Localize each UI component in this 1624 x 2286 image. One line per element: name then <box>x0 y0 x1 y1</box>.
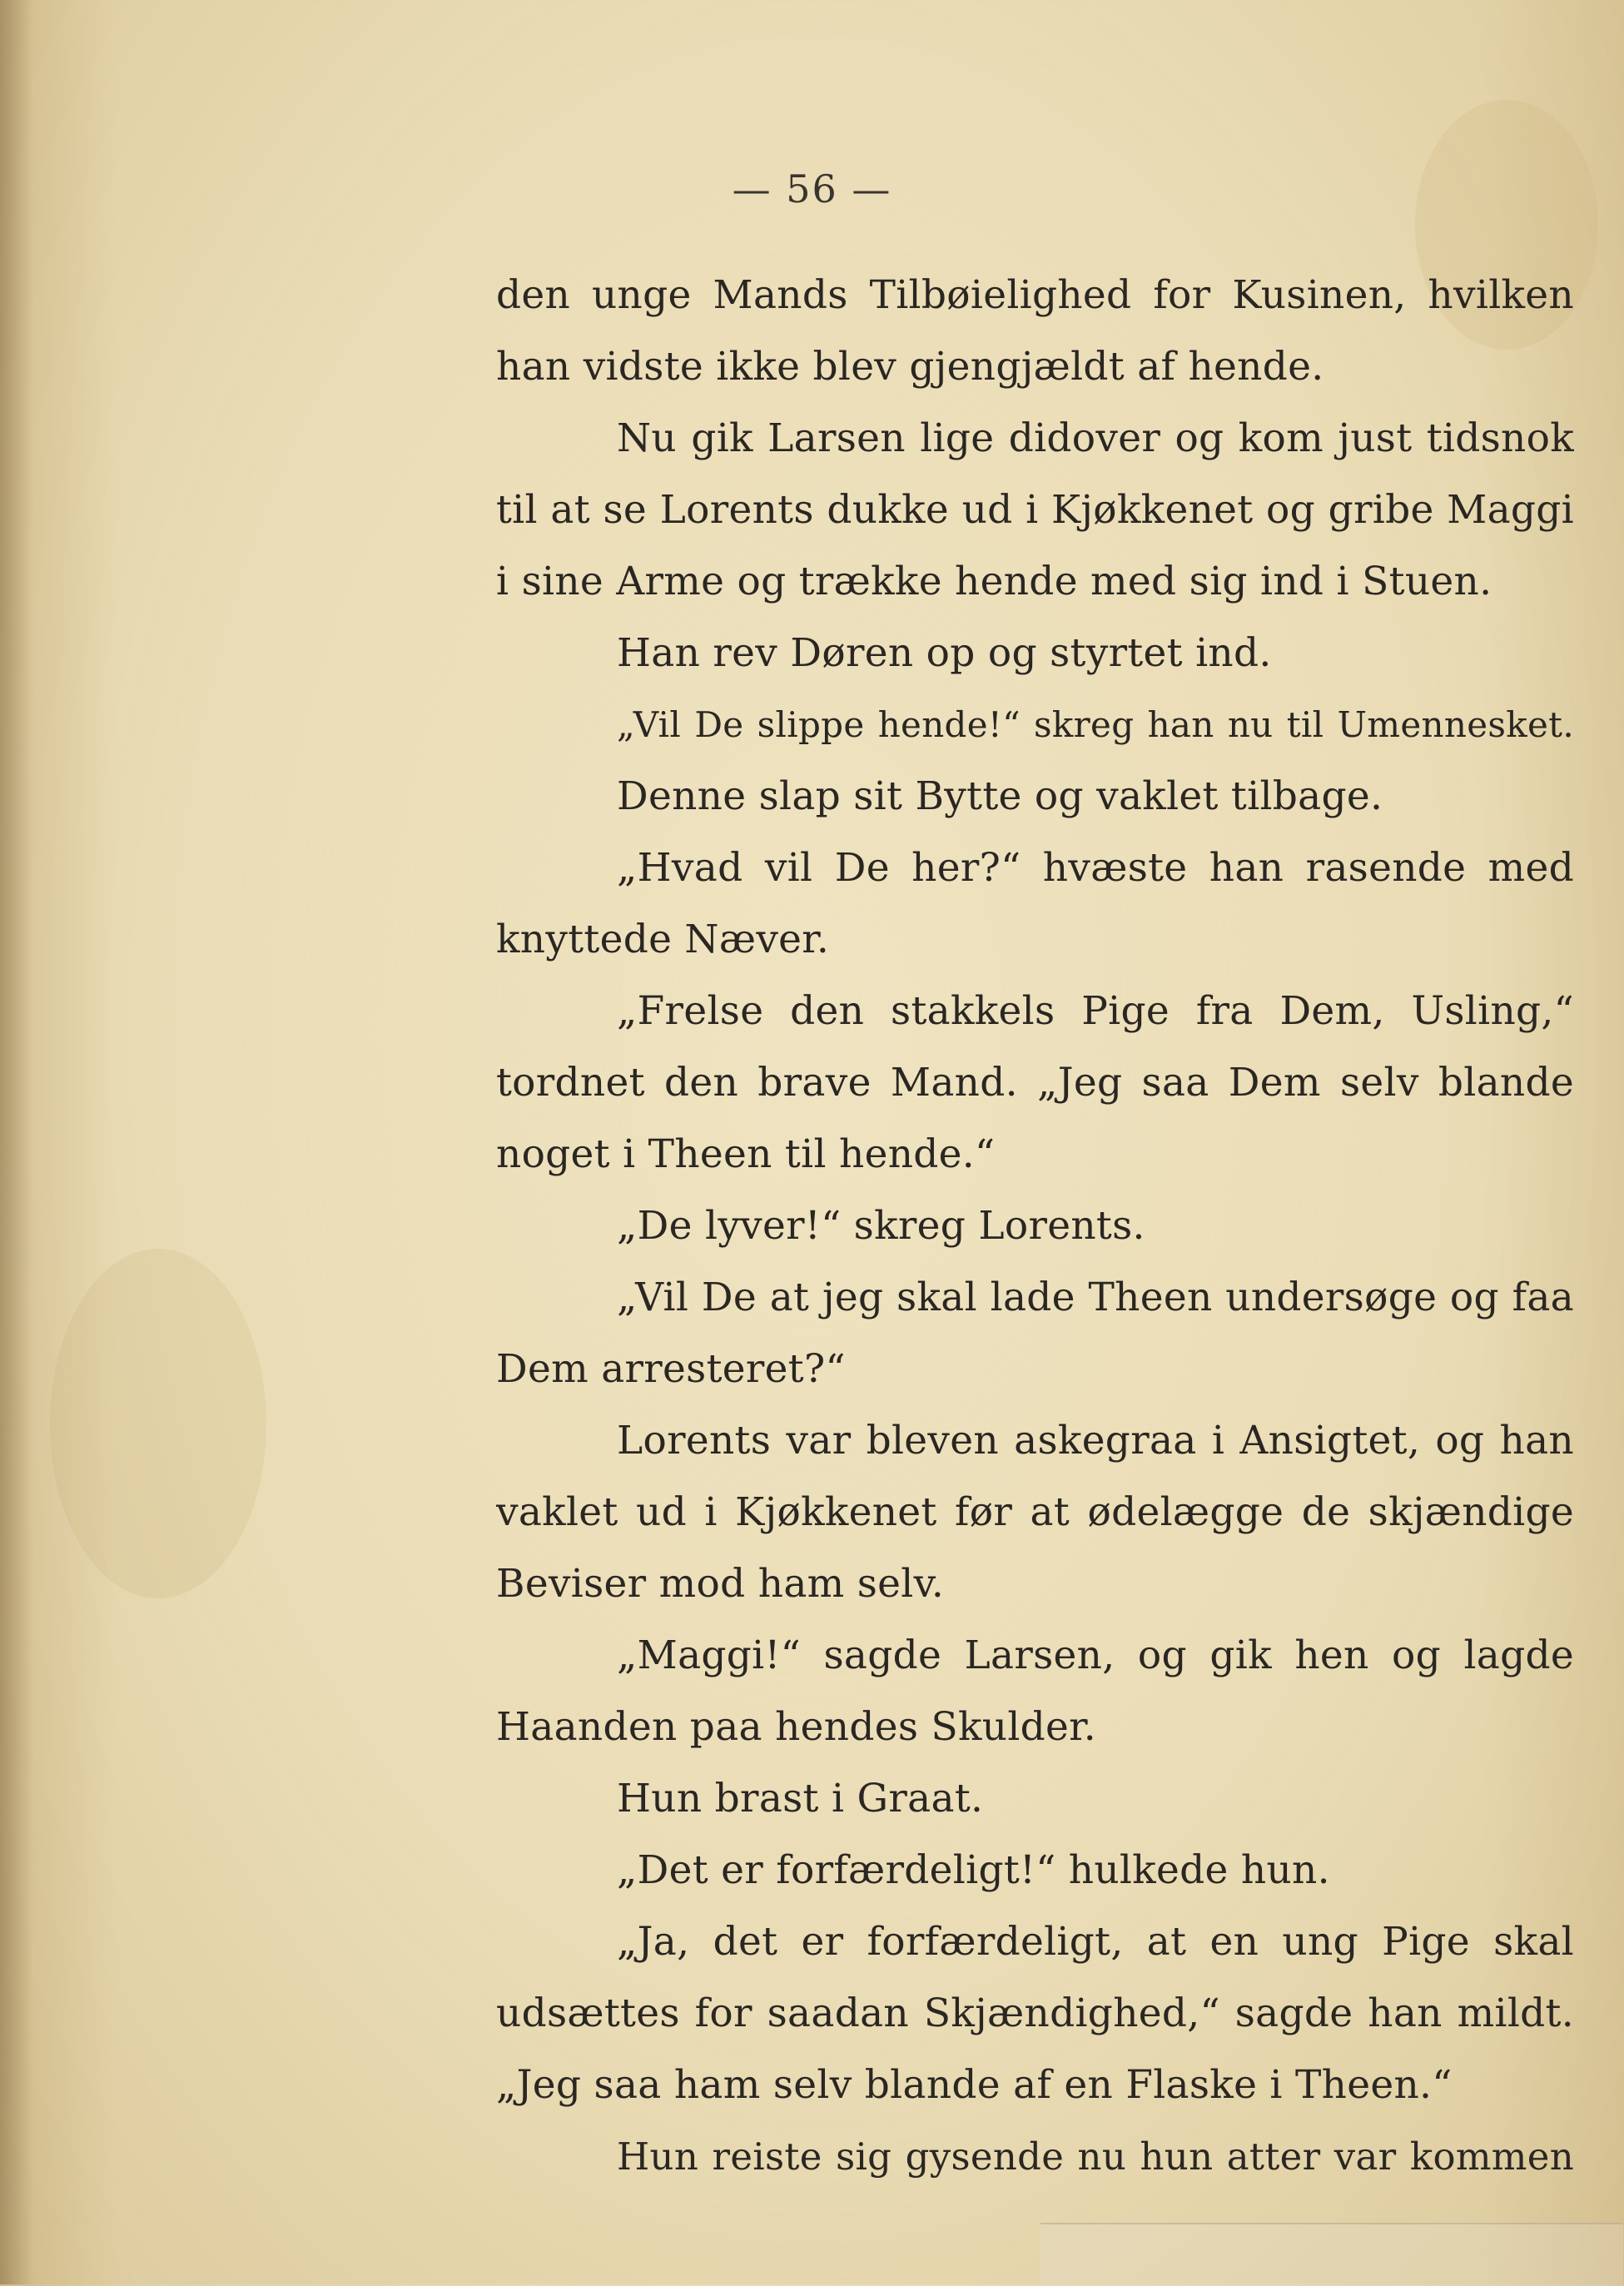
text-line: i sine Arme og trække hende med sig ind i Stuen. <box>496 559 1492 604</box>
text-line: til at se Lorents dukke ud i Kjøkkenet og gribe Maggi <box>496 487 1574 533</box>
text-line: Beviser mod ham selv. <box>496 1561 945 1607</box>
text-line: Hun brast i Graat. <box>617 1776 984 1821</box>
text-line: „Vil De slippe hende!“ skreg han nu til Umennesket. <box>617 704 1574 745</box>
text-line: Dem arresteret?“ <box>496 1346 846 1392</box>
text-line: tordnet den brave Mand. „Jeg saa Dem selv blande <box>496 1060 1574 1106</box>
text-line: vaklet ud i Kjøkkenet før at ødelægge de skjændige <box>496 1489 1574 1535</box>
paper-stain <box>50 1249 266 1598</box>
body-text <box>496 260 1574 2193</box>
text-line: den unge Mands Tilbøielighed for Kusinen, hvilken <box>496 272 1574 318</box>
text-line: udsættes for saadan Skjændighed,“ sagde han mildt. <box>496 1990 1574 2036</box>
text-line: „De lyver!“ skreg Lorents. <box>617 1203 1145 1249</box>
text-line: „Frelse den stakkels Pige fra Dem, Usling,“ <box>617 988 1574 1034</box>
text-line: Nu gik Larsen lige didover og kom just tidsnok <box>617 415 1574 461</box>
text-line: „Hvad vil De her?“ hvæste han rasende med <box>617 845 1574 891</box>
page-bottom-edge <box>1040 2223 1623 2286</box>
text-line: knyttede Næver. <box>496 917 830 962</box>
text-line: han vidste ikke blev gjengjældt af hende. <box>496 344 1324 390</box>
page-number: — 56 — <box>732 166 892 211</box>
text-line: „Maggi!“ sagde Larsen, og gik hen og lagde <box>617 1633 1574 1678</box>
text-line: Hun reiste sig gysende nu hun atter var kommen <box>617 2134 1574 2179</box>
text-line: Denne slap sit Bytte og vaklet tilbage. <box>617 773 1383 819</box>
text-line: Lorents var bleven askegraa i Ansigtet, og han <box>617 1418 1574 1464</box>
text-line: noget i Theen til hende.“ <box>496 1131 996 1177</box>
text-line: „Det er forfærdeligt!“ hulkede hun. <box>617 1847 1330 1893</box>
page-gutter-shadow <box>0 0 33 2284</box>
text-line: Han rev Døren op og styrtet ind. <box>617 630 1272 676</box>
text-line: „Vil De at jeg skal lade Theen undersøge og faa <box>617 1275 1574 1320</box>
text-line: Haanden paa hendes Skulder. <box>496 1704 1097 1750</box>
text-line: „Ja, det er forfærdeligt, at en ung Pige skal <box>617 1919 1574 1965</box>
text-line: „Jeg saa ham selv blande af en Flaske i Theen.“ <box>496 2062 1453 2108</box>
